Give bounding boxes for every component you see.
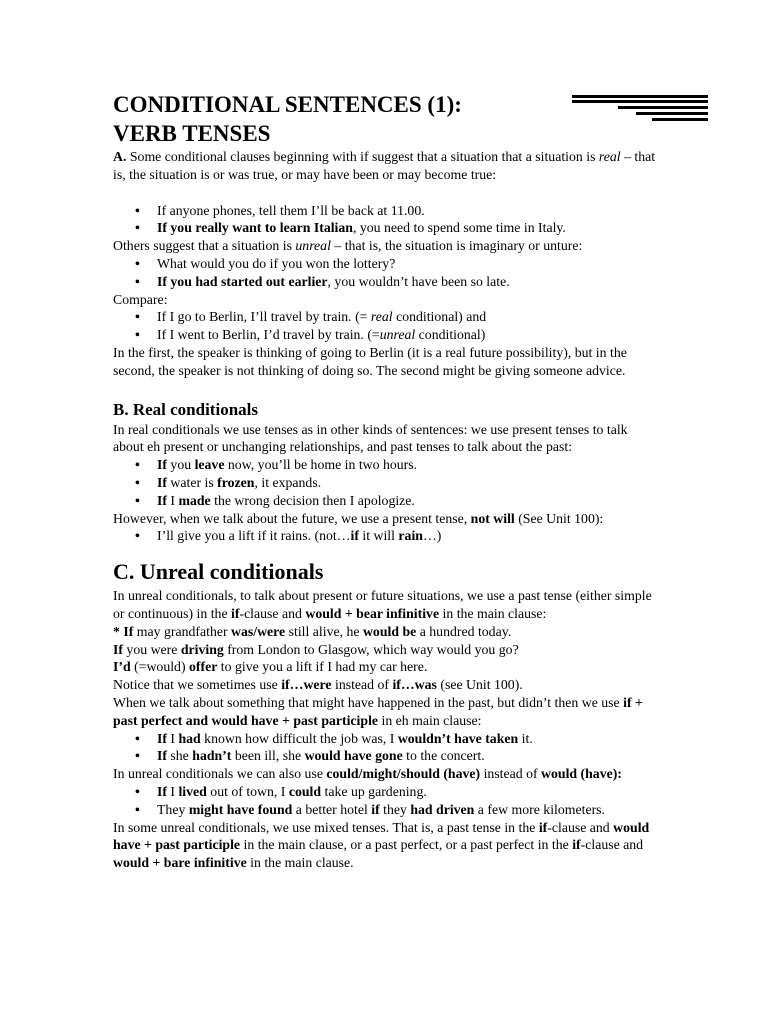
section-a-others: Others suggest that a situation is unreal – that is, the situation is imaginary or unture: [113,238,583,254]
title-line-2: VERB TENSES [113,121,271,146]
list-item: • If water is frozen, it expands. [157,474,658,492]
section-a-paragraph: In the first, the speaker is thinking of going to Berlin (it is a real future possibility), but in the second, the speaker is not thinking of doing so. The second might be giving someone advice. [113,344,627,378]
page-title [113,90,658,148]
past-intro: When we talk about something that might have happened in the past, but didn’t then we use if + past perfect and would have + past participle in eh main clause: [113,694,643,728]
section-a-intro: A. Some conditional clauses beginning with if suggest that a situation that a situation is real – that is, the situation is or was true, or may have been or may become true: [113,149,656,182]
mixed-tenses-paragraph: In some unreal conditionals, we use mixed tenses. That is, a past tense in the if-clause and would have + past participle in the main clause, or a past perfect, or a past perfect in the if-clause and would + bare infinitive in the main clause. [113,819,650,871]
section-b-heading: B. Real conditionals [113,399,258,419]
list-item: • If you really want to learn Italian, you need to spend some time in Italy. [157,219,658,237]
section-a-list-3 [113,308,658,344]
example-line: * If may grandfather was/were still alive, he would be a hundred today. [113,623,512,639]
list-item: • What would you do if you won the lottery? [157,255,658,273]
list-item: • If I had known how difficult the job was, I wouldn’t have taken it. [157,730,658,748]
title-line-1: CONDITIONAL SENTENCES (1): [113,92,462,117]
example-line: If you were driving from London to Glasgow, which way would you go? [113,641,519,657]
section-b-intro: In real conditionals we use tenses as in other kinds of sentences: we use present tenses to talk about eh present or unchanging relationships, and past tenses to talk about the past: [113,421,628,455]
section-c-list-2 [113,783,658,819]
section-c-heading: C. Unreal conditionals [113,559,324,585]
list-item: • If she hadn’t been ill, she would have gone to the concert. [157,747,658,765]
list-item: • If I made the wrong decision then I apologize. [157,492,658,510]
list-item: • If you had started out earlier, you wouldn’t have been so late. [157,273,658,291]
document-body [113,90,658,872]
list-item: • If I go to Berlin, I’ll travel by train. (= real conditional) and [157,308,658,326]
section-b-list-1 [113,456,658,509]
notice-line: Notice that we sometimes use if…were instead of if…was (see Unit 100). [113,677,523,693]
section-c-list-1 [113,730,658,766]
list-item: • I’ll give you a lift if it rains. (not…if it will rain…) [157,527,658,545]
section-a-list-2 [113,255,658,291]
section-a-list-1 [113,202,658,238]
example-line: I’d (=would) offer to give you a lift if I had my car here. [113,659,428,675]
list-item: • They might have found a better hotel if they had driven a few more kilometers. [157,801,658,819]
list-item: • If I went to Berlin, I’d travel by train. (=unreal conditional) [157,326,658,344]
list-item: • If anyone phones, tell them I’ll be back at 11.00. [157,202,658,220]
section-b-list-2 [113,527,658,545]
list-item: • If I lived out of town, I could take up gardening. [157,783,658,801]
section-c-intro: In unreal conditionals, to talk about present or future situations, we use a past tense (either simple or continuous) in the if-clause and would + bear infinitive in the main clause: [113,588,652,621]
section-b-however: However, when we talk about the future, we use a present tense, not will (See Unit 100): [113,510,604,526]
list-item: • If you leave now, you’ll be home in two hours. [157,456,658,474]
modal-intro: In unreal conditionals we can also use could/might/should (have) instead of would (have): [113,766,622,782]
section-a-compare: Compare: [113,291,168,307]
